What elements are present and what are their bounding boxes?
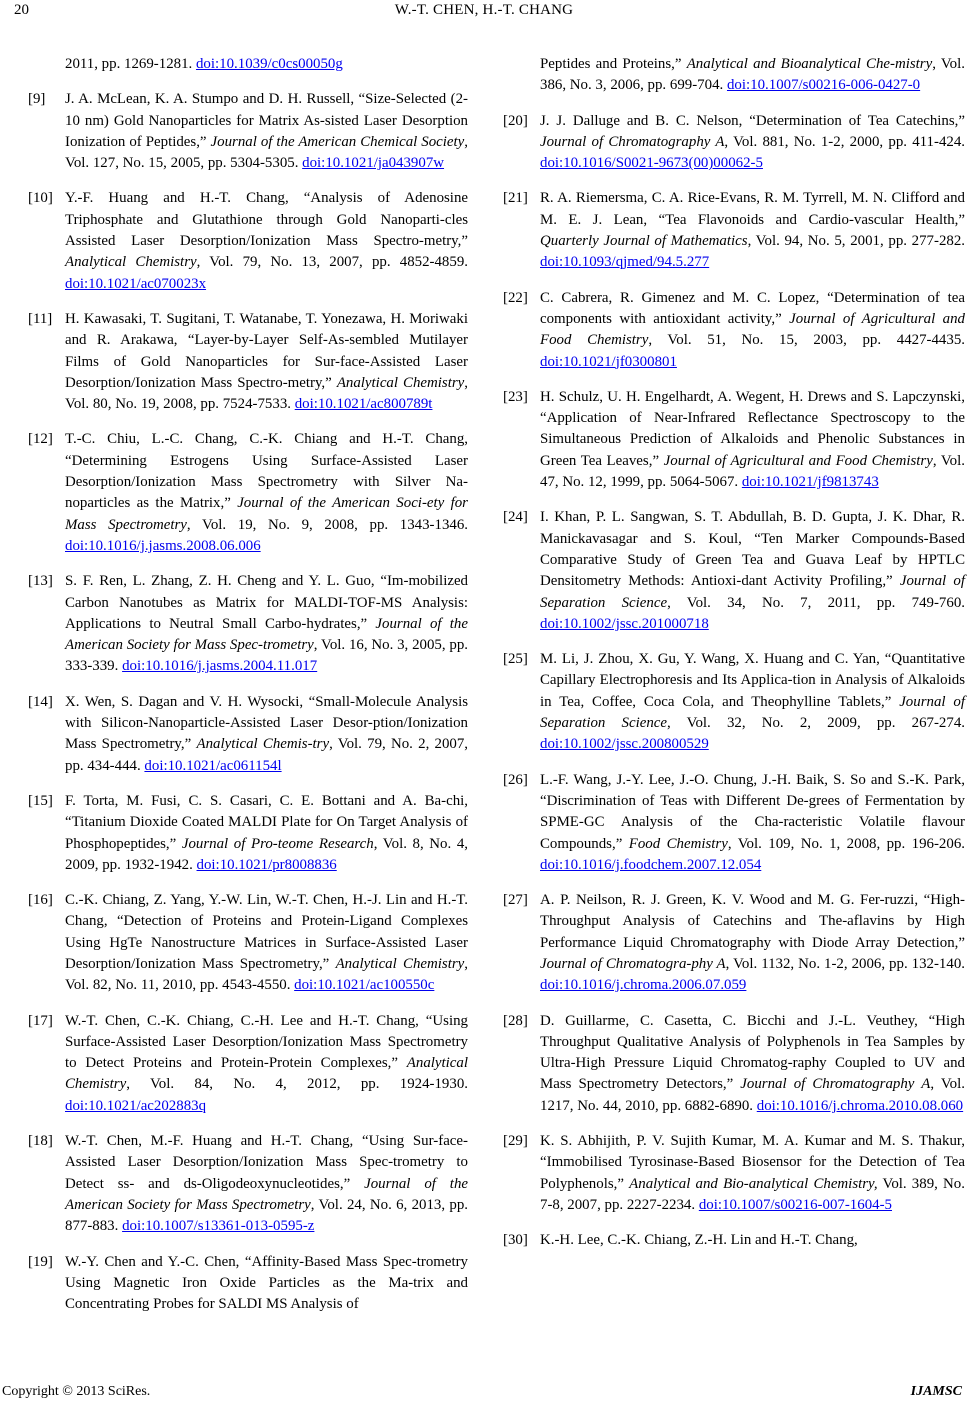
reference-text: T.-C. Chiu, L.-C. Chang, C.-K. Chiang and H.-T. Chang, “Determining Estrogens Using Surface-Assisted Laser Desorption/Ionization Mass Spectrometry with Silver Na-noparticles as the Matrix,” — [65, 431, 468, 512]
reference-text: C.-K. Chiang, Z. Yang, Y.-W. Lin, W.-T. Chen, H.-J. Lin and H.-T. Chang, “Detection of Proteins and Protein-Ligand Complexes Using HgTe Nanostructure Matrices in Surface-Assisted Laser Desorption/Ionization Mass Spectrometry,” — [65, 892, 468, 972]
reference-number: [14] — [28, 693, 53, 710]
reference-entry — [28, 309, 468, 415]
reference-number: [23] — [503, 388, 528, 405]
doi-link[interactable]: doi:10.1016/j.foodchem.2007.12.054 — [540, 856, 762, 873]
reference-text: X. Wen, S. Dagan and V. H. Wysocki, “Small-Molecule Analysis with Silicon-Nanoparticle-Assisted Laser Desor-ption/Ionization Mass Spectrometry,” — [65, 693, 468, 753]
reference-entry — [503, 1131, 965, 1216]
reference-text: M. Li, J. Zhou, X. Gu, Y. Wang, X. Huang and C. Yan, “Quantitative Capillary Electrophoresis and Its Applica-tion in Analysis of Alkaloids in Tea, Coffee, Coca Cola, and Theophylline Tablets,” — [540, 651, 965, 710]
reference-number: [28] — [503, 1012, 528, 1029]
journal-name: Quarterly Journal of Mathematics — [540, 233, 748, 250]
page-number: 20 — [14, 2, 29, 18]
reference-text: A. P. Neilson, R. J. Green, K. V. Wood and M. G. Fer-ruzzi, “High-Throughput Analysis of Catechins and The-aflavins by High Performance Liquid Chromatography with Diode Array Detection,” — [540, 892, 965, 951]
reference-text: W.-T. Chen, M.-F. Huang and H.-T. Chang, “Using Sur-face-Assisted Laser Desorption/Ionization Mass Spec-trometry to Detect ss- and ds-Oligodeoxynucleotides,” — [65, 1133, 468, 1192]
reference-details: , Vol. 127, No. 15, 2005, pp. 5304-5305. — [65, 133, 468, 172]
doi-link[interactable]: doi:10.1016/j.chroma.2010.08.060 — [756, 1097, 964, 1114]
page-header — [0, 0, 968, 26]
reference-entry — [28, 188, 468, 294]
reference-entry — [503, 770, 965, 876]
reference-details: , Vol. 34, No. 7, 2011, pp. 749-760. — [667, 594, 965, 611]
reference-details: , Vol. 94, No. 5, 2001, pp. 277-282. — [747, 233, 966, 250]
reference-entry — [503, 288, 965, 373]
reference-entry — [28, 1131, 468, 1237]
reference-number: [18] — [28, 1133, 53, 1150]
doi-link[interactable]: doi:10.1021/ja043907w — [302, 155, 445, 172]
reference-number: [22] — [503, 289, 528, 306]
reference-entry — [28, 890, 468, 996]
reference-entry — [28, 1252, 468, 1316]
reference-details: , Vol. 1217, No. 44, 2010, pp. 6882-6890. — [540, 1076, 965, 1114]
journal-name: Journal of the American Soci-ety for Mass Spectrometry — [65, 495, 468, 533]
reference-entry — [28, 429, 468, 557]
reference-text: Y.-F. Huang and H.-T. Chang, “Analysis of Adenosine Triphosphate and Glutathione through Gold Nanoparti-cles Assisted Laser Desorption/Ionization Mass Spectro-metry,” — [65, 190, 468, 250]
reference-entry — [28, 571, 468, 677]
doi-link[interactable]: doi:10.1021/pr8008836 — [196, 856, 337, 873]
reference-text: C. Cabrera, R. Gimenez and M. C. Lopez, “Determination of tea components with antioxidant activity,” — [540, 289, 965, 327]
reference-text: W.-T. Chen, C.-K. Chiang, C.-H. Lee and H.-T. Chang, “Using Surface-Assisted Laser Desorption/Ionization Mass Spectrometry to Detect Proteins and Protein-Protein Complexes,” — [65, 1012, 468, 1072]
reference-entry — [28, 89, 468, 174]
reference-number: [17] — [28, 1012, 53, 1029]
reference-number: [15] — [28, 792, 53, 809]
journal-name: Food Chemistry — [628, 835, 728, 852]
reference-entry — [503, 387, 965, 493]
references-right-column — [503, 54, 965, 1252]
doi-link[interactable]: doi:10.1021/ac100550c — [294, 977, 435, 994]
reference-details: , Vol. 32, No. 2, 2009, pp. 267-274. — [667, 715, 965, 732]
reference-number: [30] — [503, 1232, 528, 1249]
reference-details: , Vol. 47, No. 12, 1999, pp. 5064-5067. — [540, 452, 965, 491]
doi-link[interactable]: doi:10.1021/jf9813743 — [741, 474, 879, 491]
reference-details: , Vol. 24, No. 6, 2013, pp. 877-883. — [65, 1196, 469, 1235]
reference-entry — [503, 507, 965, 635]
journal-abbreviation: IJAMSC — [910, 1384, 962, 1399]
journal-name: Analytical Chemistry — [336, 374, 465, 391]
doi-link[interactable]: doi:10.1016/S0021-9673(00)00062-5 — [540, 155, 763, 172]
running-title: W.-T. CHEN, H.-T. CHANG — [394, 2, 574, 18]
reference-entry — [503, 890, 965, 996]
reference-number: [16] — [28, 892, 53, 909]
reference-number: [19] — [28, 1253, 53, 1270]
reference-text: F. Torta, M. Fusi, C. S. Casari, C. E. Bottani and A. Ba-chi, “Titanium Dioxide Coated MALDI Plate for On Target Analysis of Phosphopeptides,” — [65, 792, 468, 852]
journal-name: Journal of Separation Science — [540, 693, 965, 732]
reference-entry — [503, 1230, 965, 1251]
reference-number: [12] — [28, 431, 53, 448]
reference-entry — [503, 111, 965, 175]
reference-details: , Vol. 19, No. 9, 2008, pp. 1343-1346. — [186, 516, 469, 533]
reference-details: Vol. 389, No. 7-8, 2007, pp. 2227-2234. — [540, 1175, 965, 1213]
doi-link[interactable]: doi:10.1021/ac202883q — [65, 1097, 207, 1114]
reference-entry — [28, 1011, 468, 1117]
reference-text: L.-F. Wang, J.-Y. Lee, J.-O. Chung, J.-H. Baik, S. So and S.-K. Park, “Discrimination of Teas with Different De-grees of Fermentation by SPME-GC Analysis of the Cha-racteristic Volatile flavour Compounds,” — [540, 771, 965, 852]
doi-link[interactable]: doi:10.1007/s00216-007-1604-5 — [698, 1196, 892, 1213]
reference-number: [27] — [503, 892, 528, 909]
reference-entry — [503, 1011, 965, 1117]
journal-name: Analytical Chemistry — [65, 1055, 468, 1093]
reference-entry — [503, 188, 965, 273]
doi-link[interactable]: doi:10.1021/jf0300801 — [540, 353, 677, 370]
reference-number: [9] — [28, 91, 46, 108]
journal-name: Journal of Chromatography A — [540, 133, 725, 150]
reference-details: , Vol. 51, No. 15, 2003, pp. 4427-4435. — [648, 332, 965, 349]
reference-text: Peptides and Proteins,” — [540, 56, 687, 72]
doi-link[interactable]: doi:10.1016/j.chroma.2006.07.059 — [540, 977, 747, 994]
reference-text: K.-H. Lee, C.-K. Chiang, Z.-H. Lin and H.-T. Chang, — [540, 1232, 858, 1249]
doi-link[interactable]: doi:10.1002/jssc.201000718 — [540, 615, 709, 632]
reference-number: [10] — [28, 190, 53, 207]
reference-details: , Vol. 84, No. 4, 2012, pp. 1924-1930. — [126, 1076, 468, 1093]
reference-number: [29] — [503, 1133, 528, 1150]
journal-name: Journal of Agricultural and Food Chemistry — [540, 310, 966, 349]
reference-number: [24] — [503, 509, 528, 526]
journal-name: Analytical Chemistry — [65, 254, 197, 271]
reference-details: , Vol. 80, No. 19, 2008, pp. 7524-7533. — [65, 374, 469, 413]
reference-details: , Vol. 386, No. 3, 2006, pp. 699-704. — [540, 56, 965, 94]
reference-text: I. Khan, P. L. Sangwan, S. T. Abdullah, B. D. Gupta, J. K. Dhar, R. Manickavasagar and S. Koul, “Ten Marker Compounds-Based Comparative Study of Green Tea and Guava Leaf by HPTLC Densitometry Methods: Antioxi-dant Activity Profiling,” — [540, 509, 965, 590]
reference-text: W.-Y. Chen and Y.-C. Chen, “Affinity-Based Mass Spec-trometry Using Magnetic Iron Oxide Particles as the Ma-trix and Concentrating Probes for SALDI MS Analysis of — [65, 1253, 468, 1313]
doi-link[interactable]: doi:10.1093/qjmed/94.5.277 — [540, 254, 710, 271]
reference-text: H. Schulz, U. H. Engelhardt, A. Wegent, H. Drews and S. Lapczynski, “Application of Near-Infrared Reflectance Spectroscopy to the Simultaneous Prediction of Alkaloids and Phenolic Substances in Green Tea Leaves,” — [540, 388, 965, 469]
journal-name: Analytical Chemis-try — [196, 736, 330, 753]
reference-details: , Vol. 82, No. 11, 2010, pp. 4543-4550. — [65, 955, 468, 994]
journal-name: Journal of Chromatography A — [740, 1076, 931, 1093]
reference-text: D. Guillarme, C. Casetta, C. Bicchi and J.-L. Veuthey, “High Throughput Qualitative Analysis of Polyphenols in Tea Samples by Ultra-High Pressure Liquid Chromatog-raphy Coupled to UV and Mass Spectrometry Detectors,” — [540, 1012, 965, 1093]
reference-entry — [503, 54, 965, 97]
page-footer — [0, 1384, 968, 1408]
journal-name: Journal of the American Society for Mass Spec-trometry — [65, 615, 468, 654]
doi-link[interactable]: doi:10.1002/jssc.200800529 — [540, 736, 709, 753]
journal-name: Journal of the American Chemical Society — [210, 133, 465, 150]
journal-name: Journal of Separation Science — [540, 573, 965, 611]
reference-number: [21] — [503, 190, 528, 207]
journal-name: Journal of Chromatogra-phy A — [540, 955, 726, 972]
journal-name: Journal of the American Society for Mass Spectrometry — [65, 1175, 469, 1213]
doi-link[interactable]: doi:10.1039/c0cs00050g — [195, 56, 343, 72]
reference-number: [13] — [28, 573, 53, 590]
doi-link[interactable]: doi:10.1021/ac800789t — [294, 396, 433, 413]
reference-number: [25] — [503, 651, 528, 668]
reference-details: , Vol. 8, No. 4, 2009, pp. 1932-1942. — [65, 835, 468, 873]
reference-entry — [28, 692, 468, 777]
journal-name: Analytical and Bioanalytical Che-mistry — [686, 56, 933, 72]
reference-number: [11] — [28, 310, 53, 327]
references-left-column — [28, 54, 468, 1315]
reference-details: , Vol. 881, No. 1-2, 2000, pp. 411-424. — [724, 133, 965, 150]
doi-link[interactable]: doi:10.1007/s13361-013-0595-z — [122, 1218, 315, 1235]
reference-text: J. J. Dalluge and B. C. Nelson, “Determination of Tea Catechins,” — [540, 112, 965, 129]
copyright-notice: Copyright © 2013 SciRes. — [2, 1384, 151, 1399]
doi-link[interactable]: doi:10.1021/ac061154l — [144, 757, 282, 774]
journal-name: Analytical and Bio-analytical Chemistry, — [629, 1175, 878, 1192]
reference-text: 2011, pp. 1269-1281. — [65, 56, 196, 72]
doi-link[interactable]: doi:10.1016/j.jasms.2004.11.017 — [122, 658, 318, 675]
doi-link[interactable]: doi:10.1016/j.jasms.2008.06.006 — [65, 537, 261, 554]
journal-name: Journal of Pro-teome Research — [181, 835, 374, 852]
doi-link[interactable]: doi:10.1021/ac070023x — [65, 275, 207, 292]
reference-details: , Vol. 1132, No. 1-2, 2006, pp. 132-140. — [725, 955, 965, 972]
doi-link[interactable]: doi:10.1007/s00216-006-0427-0 — [726, 77, 921, 94]
reference-details: , Vol. 79, No. 13, 2007, pp. 4852-4859. — [196, 254, 468, 271]
reference-details: , Vol. 16, No. 3, 2005, pp. 333-339. — [65, 637, 468, 675]
reference-number: [20] — [503, 112, 528, 129]
journal-name: Analytical Chemistry — [335, 955, 465, 972]
reference-text: H. Kawasaki, T. Sugitani, T. Watanabe, T. Yonezawa, H. Moriwaki and R. Arakawa, “Layer-by-Layer Self-As-sembled Mutilayer Films of Gold Nanoparticles for Sur-face-Assisted Laser Desorption/Ionization Mass Spectro-metry,” — [65, 310, 468, 391]
reference-details: , Vol. 79, No. 2, 2007, pp. 434-444. — [65, 736, 469, 774]
reference-text: K. S. Abhijith, P. V. Sujith Kumar, M. A. Kumar and M. S. Thakur, “Immobilised Tyrosinase-Based Biosensor for the Detection of Tea Polyphenols,” — [540, 1133, 965, 1192]
reference-text: R. A. Riemersma, C. A. Rice-Evans, R. M. Tyrrell, M. N. Clifford and M. E. J. Lean, “Tea Flavonoids and Cardio-vascular Health,” — [540, 190, 965, 228]
reference-number: [26] — [503, 771, 528, 788]
reference-entry — [28, 54, 468, 75]
reference-text: S. F. Ren, L. Zhang, Z. H. Cheng and Y. L. Guo, “Im-mobilized Carbon Nanotubes as Matrix for MALDI-TOF-MS Analysis: Applications to Neutral Small Carbo-hydrates,” — [65, 573, 468, 632]
reference-entry — [503, 649, 965, 755]
reference-text: J. A. McLean, K. A. Stumpo and D. H. Russell, “Size-Selected (2-10 nm) Gold Nanoparticles for Matrix As-sisted Laser Desorption Ionization of Peptides,” — [65, 91, 468, 150]
reference-entry — [28, 791, 468, 876]
journal-name: Journal of Agricultural and Food Chemistry — [663, 452, 933, 469]
reference-details: , Vol. 109, No. 1, 2008, pp. 196-206. — [727, 835, 965, 852]
